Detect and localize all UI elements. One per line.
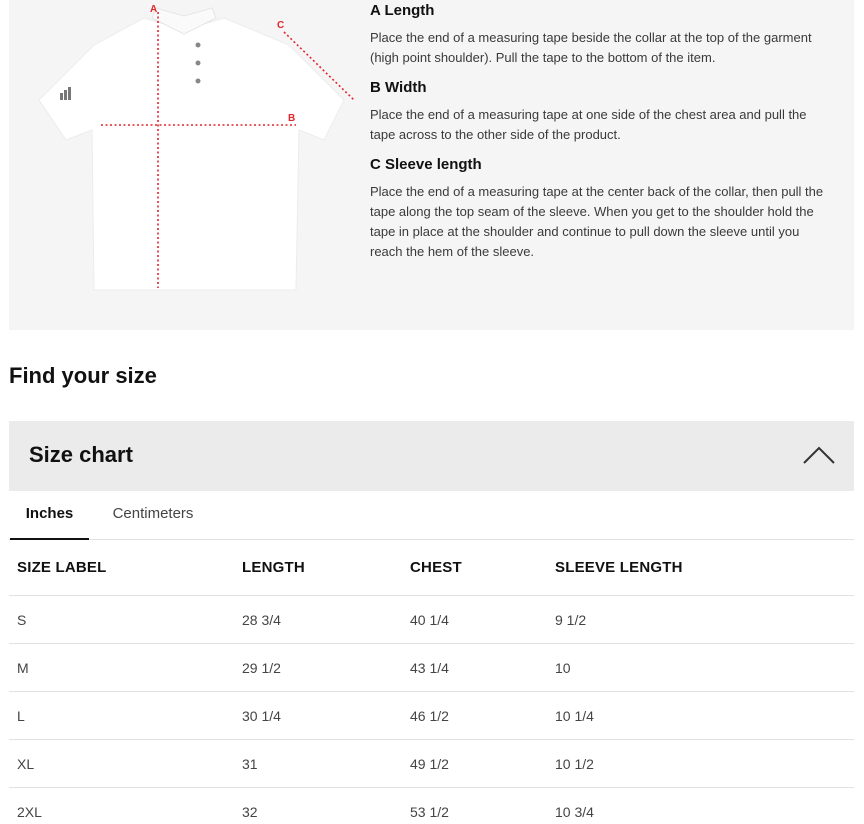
table-row — [9, 740, 854, 788]
instruction-text: Place the end of a measuring tape at the center back of the collar, then pull the tape along the top seam of the sleeve. When you get to the shoulder hold the tape in place at the shoulder and continue to pull down the sleeve until you reach the hem of the sleeve. — [370, 184, 824, 259]
diagram-label-c: C — [277, 20, 285, 31]
chest-cell: 43 1/4 — [402, 644, 547, 692]
table-row — [9, 692, 854, 740]
table-row — [9, 596, 854, 644]
column-header-chest: CHEST — [402, 540, 547, 596]
size-chart-table — [9, 540, 854, 824]
length-cell: 32 — [234, 788, 402, 824]
shirt-body-shape — [39, 18, 344, 290]
size-chart-accordion-toggle[interactable] — [9, 421, 854, 491]
column-header-length: LENGTH — [234, 540, 402, 596]
measurement-guide — [9, 0, 854, 330]
size-label-cell: XL — [9, 740, 234, 788]
button-dot — [196, 61, 201, 66]
chest-cell: 46 1/2 — [402, 692, 547, 740]
instruction-text: Place the end of a measuring tape beside the collar at the top of the garment (high point shoulder). Pull the tape to the bottom of the item. — [370, 30, 812, 65]
size-label-cell: M — [9, 644, 234, 692]
sleeve-length-cell: 10 — [547, 644, 854, 692]
instruction-text: Place the end of a measuring tape at one side of the chest area and pull the tape across to the other side of the product. — [370, 107, 807, 142]
column-header-sleeve-length: SLEEVE LENGTH — [547, 540, 854, 596]
length-cell: 30 1/4 — [234, 692, 402, 740]
diagram-label-a: A — [150, 4, 158, 15]
length-cell: 28 3/4 — [234, 596, 402, 644]
chevron-up-icon — [802, 443, 836, 467]
table-row — [9, 644, 854, 692]
table-row — [9, 788, 854, 824]
chest-cell: 40 1/4 — [402, 596, 547, 644]
instruction-width — [370, 79, 835, 145]
instruction-sleeve — [370, 156, 835, 262]
instruction-title: A Length — [370, 2, 435, 19]
unit-tabs — [9, 491, 854, 540]
find-your-size-heading: Find your size — [9, 363, 157, 388]
instruction-title: B Width — [370, 79, 427, 96]
button-dot — [196, 79, 201, 84]
chest-cell: 49 1/2 — [402, 740, 547, 788]
size-label-cell: L — [9, 692, 234, 740]
button-dot — [196, 43, 201, 48]
sleeve-length-cell: 10 3/4 — [547, 788, 854, 824]
tab-inches[interactable]: Inches — [10, 491, 89, 540]
instruction-title: C Sleeve length — [370, 156, 482, 173]
sleeve-length-cell: 10 1/4 — [547, 692, 854, 740]
polo-shirt-diagram — [34, 0, 354, 300]
instruction-length — [370, 2, 835, 68]
size-chart-title: Size chart — [29, 442, 133, 467]
tab-centimeters[interactable]: Centimeters — [112, 505, 194, 522]
sleeve-length-cell: 9 1/2 — [547, 596, 854, 644]
length-cell: 31 — [234, 740, 402, 788]
table-header-row — [9, 540, 854, 596]
size-label-cell: S — [9, 596, 234, 644]
size-label-cell: 2XL — [9, 788, 234, 824]
chest-cell: 53 1/2 — [402, 788, 547, 824]
column-header-size-label: SIZE LABEL — [9, 540, 234, 596]
sleeve-length-cell: 10 1/2 — [547, 740, 854, 788]
length-cell: 29 1/2 — [234, 644, 402, 692]
measurement-instructions — [370, 2, 835, 273]
diagram-label-b: B — [288, 113, 296, 124]
